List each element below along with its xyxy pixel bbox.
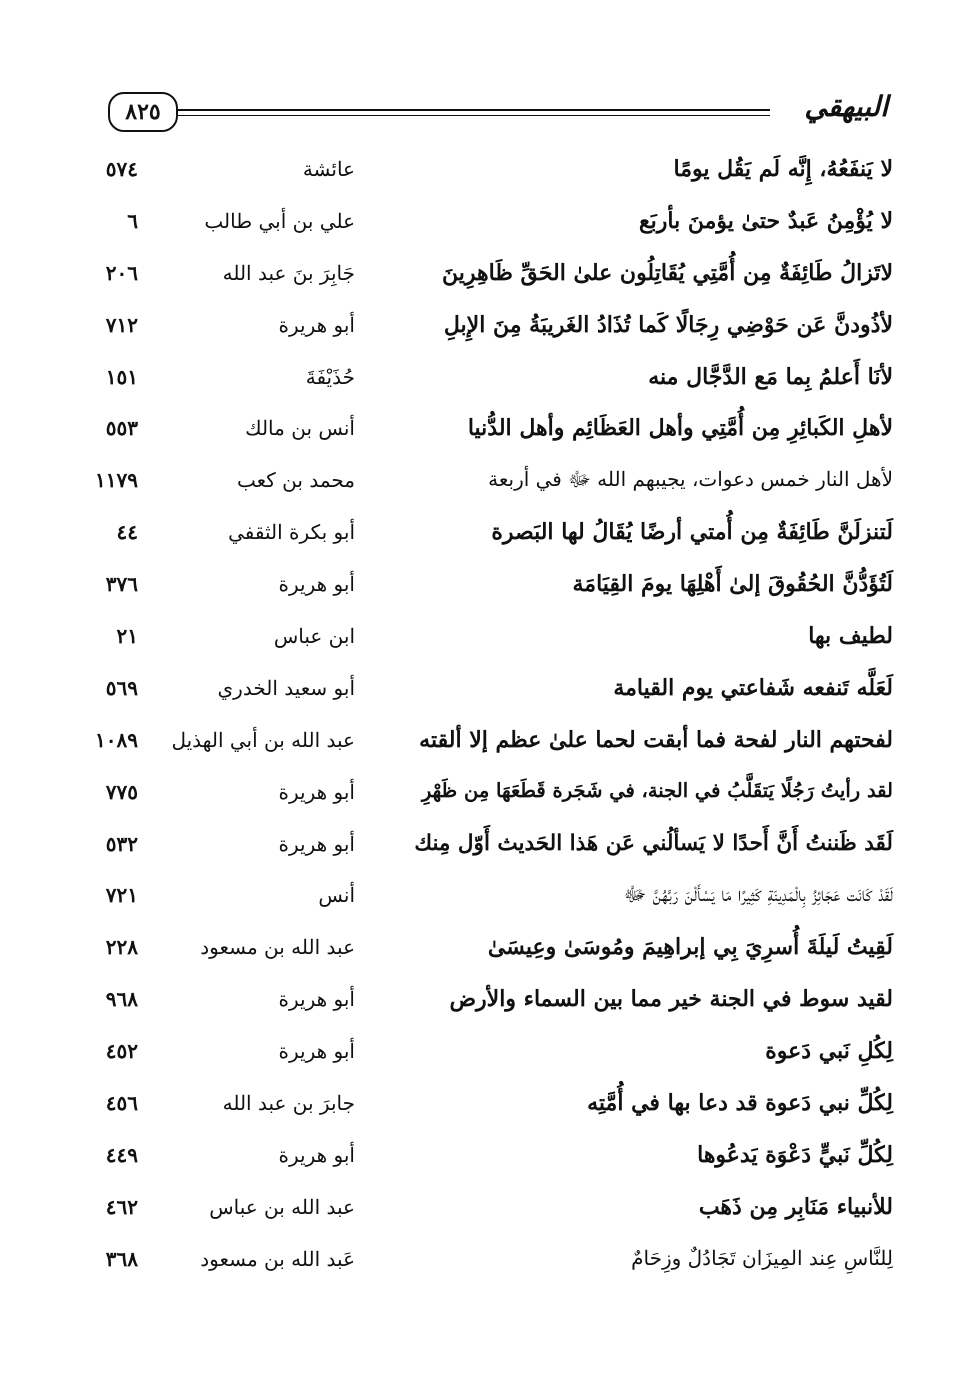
index-row [0,148,955,200]
index-row [0,615,955,667]
index-row [0,1186,955,1238]
hadith-text: لفحتهم النار لفحة فما أبقت لحما علىٰ عظم إلا ألقته [419,726,893,753]
narrator-name: أبو هريرة [278,987,355,1012]
page-reference: ٥٥٣ [105,416,138,441]
page-reference: ٤٥٦ [105,1091,138,1116]
hadith-index-list [0,148,955,1290]
index-row [0,252,955,304]
narrator-name: عَبد الله بن مسعود [200,1246,355,1271]
page-reference: ٥٧٤ [105,157,138,181]
page-reference: ١٠٨٩ [95,727,138,752]
index-row [0,563,955,615]
index-row [0,1030,955,1082]
narrator-name: جَابِرَ بنَ عبد الله [222,260,355,285]
page-number: ٨٢٥ [108,92,178,132]
hadith-text: لَتنزلَنَّ طَائِفَةٌ مِن أُمتي أرضًا يُقَالُ لها البَصرة [491,519,893,546]
hadith-text: للأنبياء مَنَابِر مِن ذَهَب [698,1193,893,1220]
narrator-name: محمد بن كعب [237,468,355,493]
page-reference: ٥٦٩ [105,675,138,700]
hadith-text: لَقَد ظَننتُ أَنَّ أَحدًا لا يَسألُني عَن هَذا الحَديث أَوّل مِنك [414,830,893,856]
page-reference: ٧٢١ [105,883,138,908]
index-row [0,719,955,771]
index-row [0,926,955,978]
page-reference: ١٥١ [105,364,138,389]
hadith-text: لَعَلَّه تَنفعه شَفاعتي يوم القيامة [613,674,893,701]
index-row [0,511,955,563]
page-reference: ٤٥٢ [105,1039,138,1064]
narrator-name: عائشة [302,157,355,181]
narrator-name: أنس بن مالك [245,416,355,441]
narrator-name: ابن عباس [273,624,355,649]
header-rule [178,109,770,111]
index-row [0,874,955,926]
narrator-name: أبو بكرة الثقفي [228,520,355,545]
narrator-name: أبو هريرة [278,831,355,856]
narrator-name: عبد الله بن أبي الهذيل [171,727,355,752]
page-reference: ٥٣٢ [105,831,138,856]
index-row [0,200,955,252]
hadith-text: لطيف بها [808,623,893,650]
hadith-text: لا يُؤْمِنُ عَبدٌ حتىٰ يؤمنَ بأربَع [638,207,893,234]
index-row [0,1238,955,1290]
hadith-text: لا يَنفَعُهُ، إِنَّه لَم يَقُل يومًا [673,156,893,182]
page-reference: ٢٠٦ [105,260,138,285]
hadith-text: لِلنَّاسِ عِند المِيزَان تَجَادُلٌ وزِحَامٌ [631,1245,893,1270]
index-row [0,978,955,1030]
page-reference: ٤٤٩ [105,1142,138,1167]
narrator-name: عبد الله بن عباس [209,1194,355,1219]
index-row [0,771,955,823]
hadith-text: لأهل النار خمس دعوات، يجيبهم الله ﷻ في أربعة [488,467,893,492]
narrator-name: حُذَيْفَةَ [305,364,355,389]
page-reference: ٤٦٢ [105,1194,138,1219]
running-header [108,92,888,132]
header-rule-thin [178,115,770,116]
narrator-name: أبو سعيد الخدري [217,675,355,700]
narrator-name: أبو هريرة [278,779,355,804]
hadith-text: لِكُلِ نَبي دَعوة [765,1038,893,1065]
index-row [0,407,955,459]
index-row [0,823,955,875]
index-row [0,304,955,356]
hadith-text: لَقِيتُ لَيلَةَ أُسرِيَ بِي إبراهِيمَ ومُوسَىٰ وعِيسَىٰ [487,934,893,961]
page-reference: ٩٦٨ [105,987,138,1012]
hadith-text: لَتُؤَدُّنَّ الحُقُوقَ إلىٰ أَهْلِهَا يومَ القِيَامَة [572,571,893,598]
page-reference: ٤٤ [116,520,138,545]
book-title: البيهقي [804,90,888,123]
narrator-name: جابرَ بن عبد الله [222,1091,355,1116]
hadith-text: لَقَدْ كَانَت عَجَائِزُ بِالْمَدِينَةِ كَثِيرًا مَا يَسْأَلْنَ رَبَّهُنَّ ﷻ [623,882,893,907]
hadith-text: لقد رأيتُ رَجُلًا يَتقَلَّبُ في الجنة، في شَجَرة قَطَعَهَا مِن ظَهْرِ [421,778,893,802]
page-reference: ٧٧٥ [105,779,138,804]
page-reference: ٢٢٨ [105,935,138,960]
index-row [0,1082,955,1134]
narrator-name: أبو هريرة [278,1142,355,1167]
page-reference: ٧١٢ [105,312,138,337]
page-reference: ٢١ [116,624,138,649]
index-row [0,667,955,719]
narrator-name: أبو هريرة [278,1039,355,1064]
narrator-name: أبو هريرة [278,572,355,597]
page-reference: ١١٧٩ [95,468,138,493]
hadith-text: لأنَا أَعلمُ بِما مَع الدَّجَّال منه [648,363,893,390]
index-row [0,1134,955,1186]
index-row [0,459,955,511]
narrator-name: أنس [318,883,355,908]
hadith-text: لاتَزالُ طَائِفَةٌ مِن أُمَّتِي يُقَاتِلُون علىٰ الحَقِّ ظَاهِرِينَ [442,259,893,286]
hadith-text: لقيد سوط في الجنة خير مما بين السماء والأرض [449,986,893,1013]
narrator-name: عبد الله بن مسعود [200,935,355,960]
hadith-text: لأذُودنَّ عَن حَوْضِي رِجَالًا كَما تُذَادُ الغَريبَةُ مِنَ الإِبلِ [443,311,893,338]
index-row [0,356,955,408]
narrator-name: علي بن أبي طالب [204,208,355,233]
page-reference: ٣٧٦ [105,572,138,597]
page-reference: ٣٦٨ [105,1246,138,1271]
hadith-text: لِكُلِّ نبي دَعوة قد دعا بها في أُمَّتِه [587,1090,893,1117]
narrator-name: أبو هريرة [278,312,355,337]
page-reference: ٦ [127,208,138,233]
hadith-text: لِكُلِّ نَبيٍّ دَعْوَة يَدعُوها [697,1141,893,1168]
hadith-text: لأهلِ الكَبائِرِ مِن أُمَّتِي وأهل العَظَائِم وأهل الدُّنيا [467,415,893,442]
